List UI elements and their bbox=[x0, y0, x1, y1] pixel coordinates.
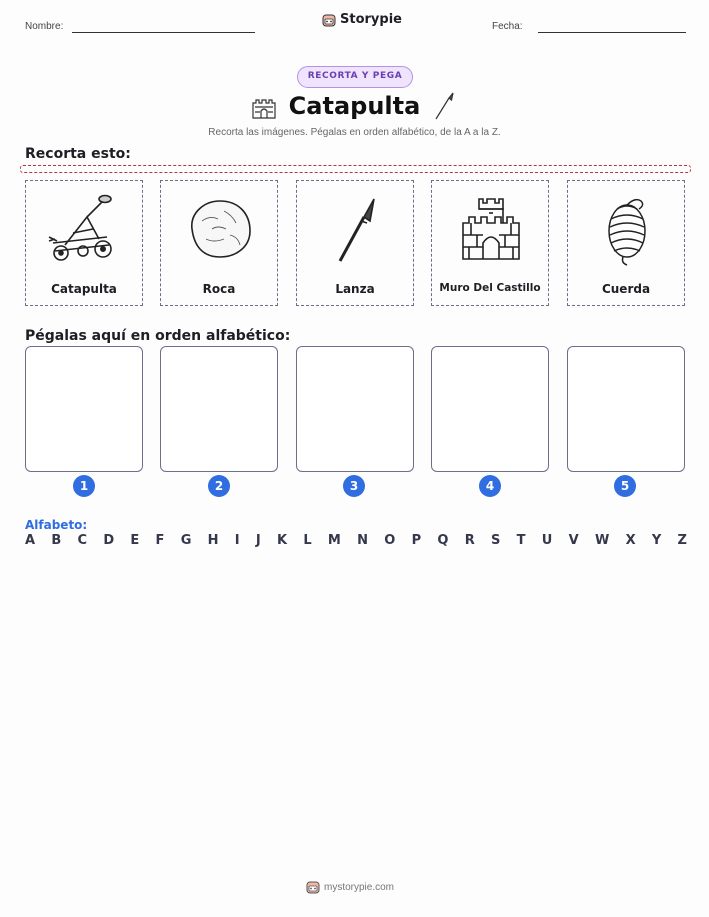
alphabet-letter: J bbox=[255, 533, 261, 548]
slot-number: 5 bbox=[614, 475, 636, 497]
rock-icon bbox=[180, 189, 260, 269]
date-field[interactable] bbox=[538, 32, 686, 33]
alphabet-letter: X bbox=[625, 533, 636, 548]
alphabet-letter: B bbox=[51, 533, 62, 548]
alphabet-letter: D bbox=[103, 533, 115, 548]
rope-icon bbox=[587, 189, 667, 269]
alphabet-letter: C bbox=[77, 533, 88, 548]
paste-box-4[interactable] bbox=[431, 346, 549, 472]
spear-icon bbox=[432, 91, 456, 121]
alphabet-letter: P bbox=[411, 533, 422, 548]
brand-logo bbox=[322, 12, 402, 27]
card-label: Muro Del Castillo bbox=[439, 282, 541, 294]
alphabet-letter: E bbox=[130, 533, 140, 548]
alphabet-letter: S bbox=[491, 533, 501, 548]
catapult-icon bbox=[45, 189, 125, 269]
name-field[interactable] bbox=[72, 32, 255, 33]
alphabet-letter: N bbox=[357, 533, 369, 548]
alphabet-letter: L bbox=[303, 533, 312, 548]
alphabet-letter: F bbox=[155, 533, 165, 548]
alphabet-letter: W bbox=[594, 533, 610, 548]
cut-card-rope[interactable] bbox=[567, 180, 685, 306]
card-label: Cuerda bbox=[601, 282, 651, 296]
slot-number: 4 bbox=[479, 475, 501, 497]
alphabet-heading: Alfabeto: bbox=[25, 518, 88, 532]
alphabet-letter: Y bbox=[651, 533, 662, 548]
alphabet-letter: A bbox=[25, 533, 36, 548]
paste-section-heading: Pégalas aquí en orden alfabético: bbox=[25, 328, 291, 344]
alphabet-letter: R bbox=[464, 533, 475, 548]
cut-card-rock[interactable] bbox=[160, 180, 278, 306]
cut-card-castle-wall[interactable] bbox=[431, 180, 549, 306]
storypie-mascot-icon bbox=[306, 880, 320, 894]
instructions: Recorta las imágenes. Pégalas en orden alfabético, de la A a la Z. bbox=[208, 127, 501, 138]
alphabet-letter: Z bbox=[677, 533, 687, 548]
date-label: Fecha: bbox=[492, 21, 523, 32]
alphabet-row bbox=[25, 533, 687, 548]
card-label: Catapulta bbox=[51, 282, 117, 296]
card-label: Lanza bbox=[335, 282, 375, 296]
slot-number: 3 bbox=[343, 475, 365, 497]
spear-icon bbox=[316, 189, 396, 269]
footer bbox=[306, 880, 394, 894]
paste-box-1[interactable] bbox=[25, 346, 143, 472]
cut-line bbox=[20, 165, 691, 173]
slot-number: 2 bbox=[208, 475, 230, 497]
alphabet-letter: Q bbox=[437, 533, 449, 548]
cut-section-heading: Recorta esto: bbox=[25, 146, 131, 162]
alphabet-letter: V bbox=[568, 533, 579, 548]
footer-link[interactable]: mystorypie.com bbox=[324, 881, 395, 893]
alphabet-letter: U bbox=[541, 533, 553, 548]
alphabet-letter: I bbox=[234, 533, 240, 548]
slot-number: 1 bbox=[73, 475, 95, 497]
storypie-mascot-icon bbox=[322, 13, 336, 27]
card-label: Roca bbox=[202, 282, 236, 296]
cut-card-spear[interactable] bbox=[296, 180, 414, 306]
page-title: Catapulta bbox=[288, 92, 421, 120]
alphabet-letter: O bbox=[384, 533, 396, 548]
brand-name: Storypie bbox=[340, 12, 402, 27]
activity-badge: RECORTA Y PEGA bbox=[297, 66, 413, 88]
paste-box-3[interactable] bbox=[296, 346, 414, 472]
name-label: Nombre: bbox=[25, 21, 64, 32]
alphabet-letter: H bbox=[207, 533, 219, 548]
alphabet-letter: G bbox=[180, 533, 192, 548]
paste-box-2[interactable] bbox=[160, 346, 278, 472]
paste-box-5[interactable] bbox=[567, 346, 685, 472]
castle-wall-icon bbox=[451, 189, 531, 269]
alphabet-letter: T bbox=[516, 533, 526, 548]
cut-card-catapult[interactable] bbox=[25, 180, 143, 306]
alphabet-letter: K bbox=[277, 533, 288, 548]
alphabet-letter: M bbox=[327, 533, 341, 548]
